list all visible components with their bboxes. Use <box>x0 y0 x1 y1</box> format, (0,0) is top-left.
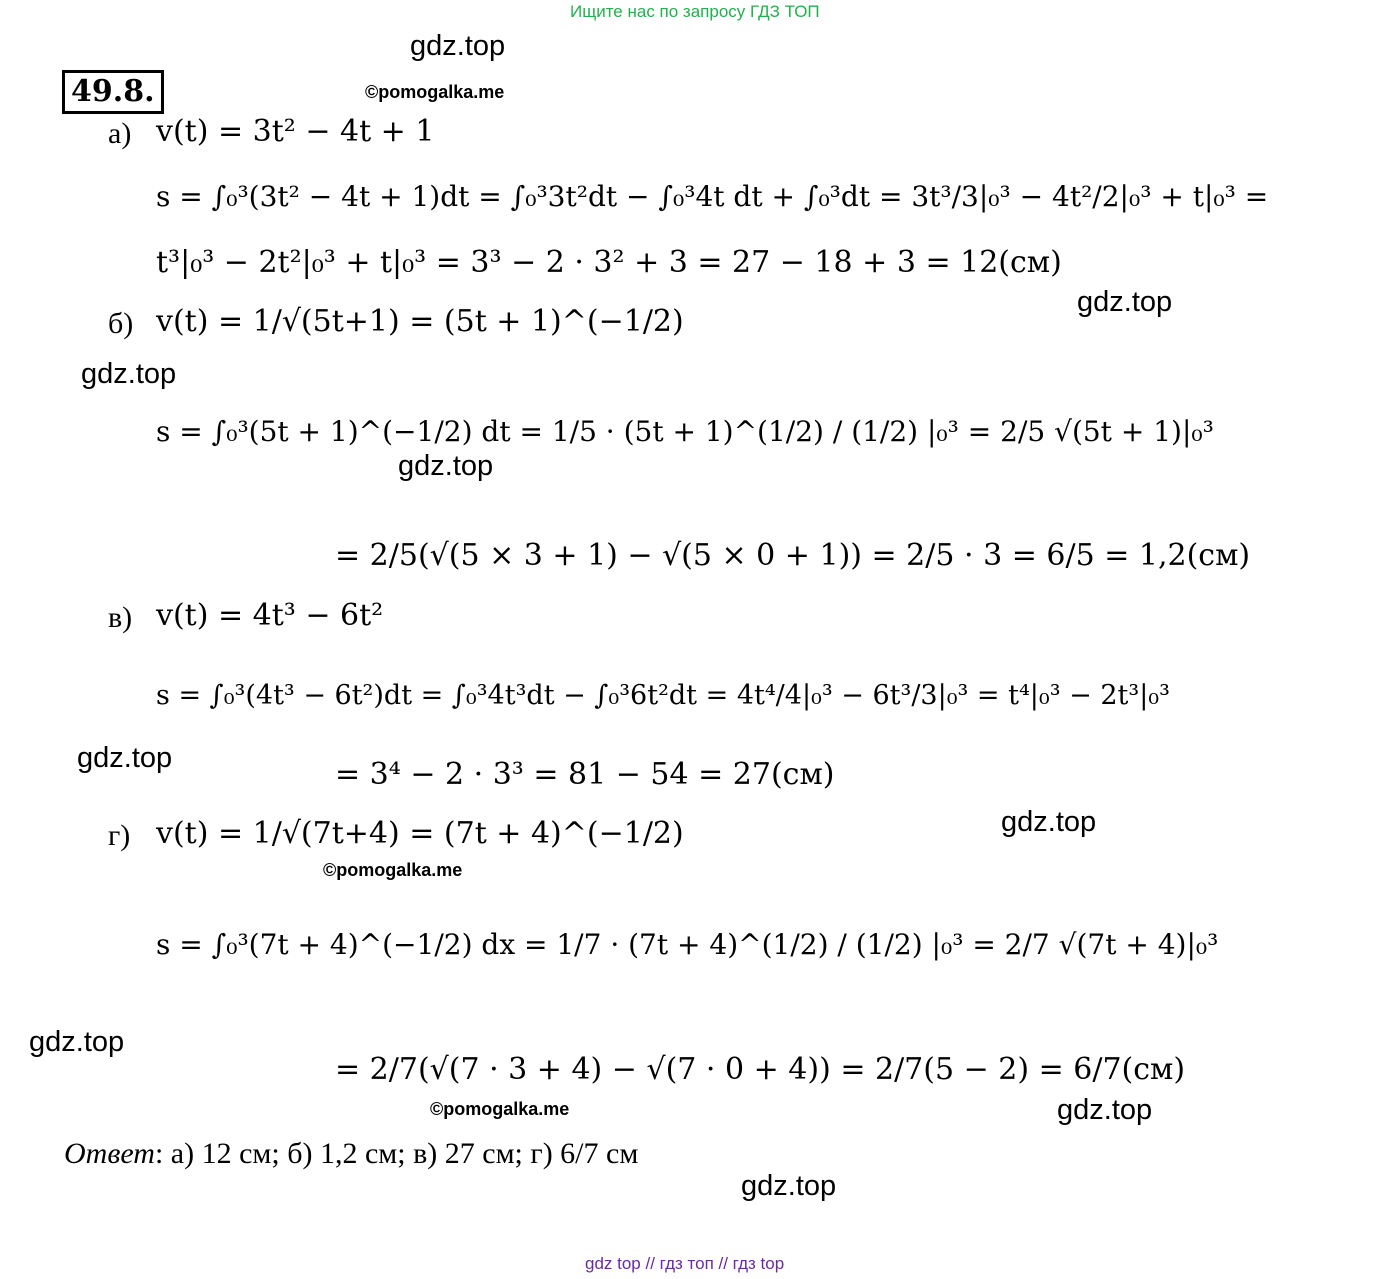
integral-a-line1: s = ∫₀³(3t² − 4t + 1)dt = ∫₀³3t²dt − ∫₀³4t dt + ∫₀³dt = 3t³/3|₀³ − 4t²/2|₀³ + t|₀³ = <box>156 180 1269 213</box>
part-label-a: а) <box>108 117 132 150</box>
answer-lead: Ответ <box>64 1137 155 1170</box>
integral-b-line1: s = ∫₀³(5t + 1)^(−1/2) dt = 1/5 · (5t + 1)^(1/2) / (1/2) |₀³ = 2/5 √(5t + 1)|₀³ <box>156 415 1214 448</box>
watermark: gdz.top <box>398 450 494 482</box>
velocity-b: v(t) = 1/√(5t+1) = (5t + 1)^(−1/2) <box>156 304 684 339</box>
integral-c-line2: = 3⁴ − 2 · 3³ = 81 − 54 = 27(см) <box>335 757 835 792</box>
velocity-d: v(t) = 1/√(7t+4) = (7t + 4)^(−1/2) <box>156 816 684 851</box>
integral-a-line2: t³|₀³ − 2t²|₀³ + t|₀³ = 3³ − 2 · 3² + 3 = 27 − 18 + 3 = 12(см) <box>156 245 1062 280</box>
velocity-a: v(t) = 3t² − 4t + 1 <box>156 114 435 149</box>
integral-c-line1: s = ∫₀³(4t³ − 6t²)dt = ∫₀³4t³dt − ∫₀³6t²dt = 4t⁴/4|₀³ − 6t³/3|₀³ = t⁴|₀³ − 2t³|₀³ <box>156 680 1170 711</box>
integral-d-line2: = 2/7(√(7 · 3 + 4) − √(7 · 0 + 4)) = 2/7(5 − 2) = 6/7(см) <box>335 1052 1186 1087</box>
watermark: gdz.top <box>410 30 506 62</box>
watermark: gdz.top <box>1001 806 1097 838</box>
velocity-c: v(t) = 4t³ − 6t² <box>156 598 384 633</box>
watermark: gdz.top <box>77 742 173 774</box>
part-label-d: г) <box>108 819 131 852</box>
copyright-mark: ©pomogalka.me <box>430 1099 570 1119</box>
part-label-b: б) <box>108 307 134 340</box>
copyright-mark: ©pomogalka.me <box>323 860 463 880</box>
integral-b-line2: = 2/5(√(5 × 3 + 1) − √(5 × 0 + 1)) = 2/5 · 3 = 6/5 = 1,2(см) <box>335 538 1251 573</box>
top-banner: Ищите нас по запросу ГДЗ ТОП <box>570 2 820 21</box>
watermark: gdz.top <box>29 1026 125 1058</box>
integral-d-line1: s = ∫₀³(7t + 4)^(−1/2) dx = 1/7 · (7t + 4)^(1/2) / (1/2) |₀³ = 2/7 √(7t + 4)|₀³ <box>156 928 1219 961</box>
watermark: gdz.top <box>1057 1094 1153 1126</box>
answer-line <box>64 1137 638 1171</box>
part-label-c: в) <box>108 601 133 634</box>
footer-links: gdz top // гдз топ // гдз top <box>585 1254 785 1273</box>
copyright-mark: ©pomogalka.me <box>365 82 505 102</box>
watermark: gdz.top <box>741 1170 837 1202</box>
answer-text: : а) 12 см; б) 1,2 см; в) 27 см; г) 6/7 см <box>154 1137 639 1170</box>
watermark: gdz.top <box>81 358 177 390</box>
watermark: gdz.top <box>1077 286 1173 318</box>
problem-number: 49.8. <box>62 70 164 114</box>
